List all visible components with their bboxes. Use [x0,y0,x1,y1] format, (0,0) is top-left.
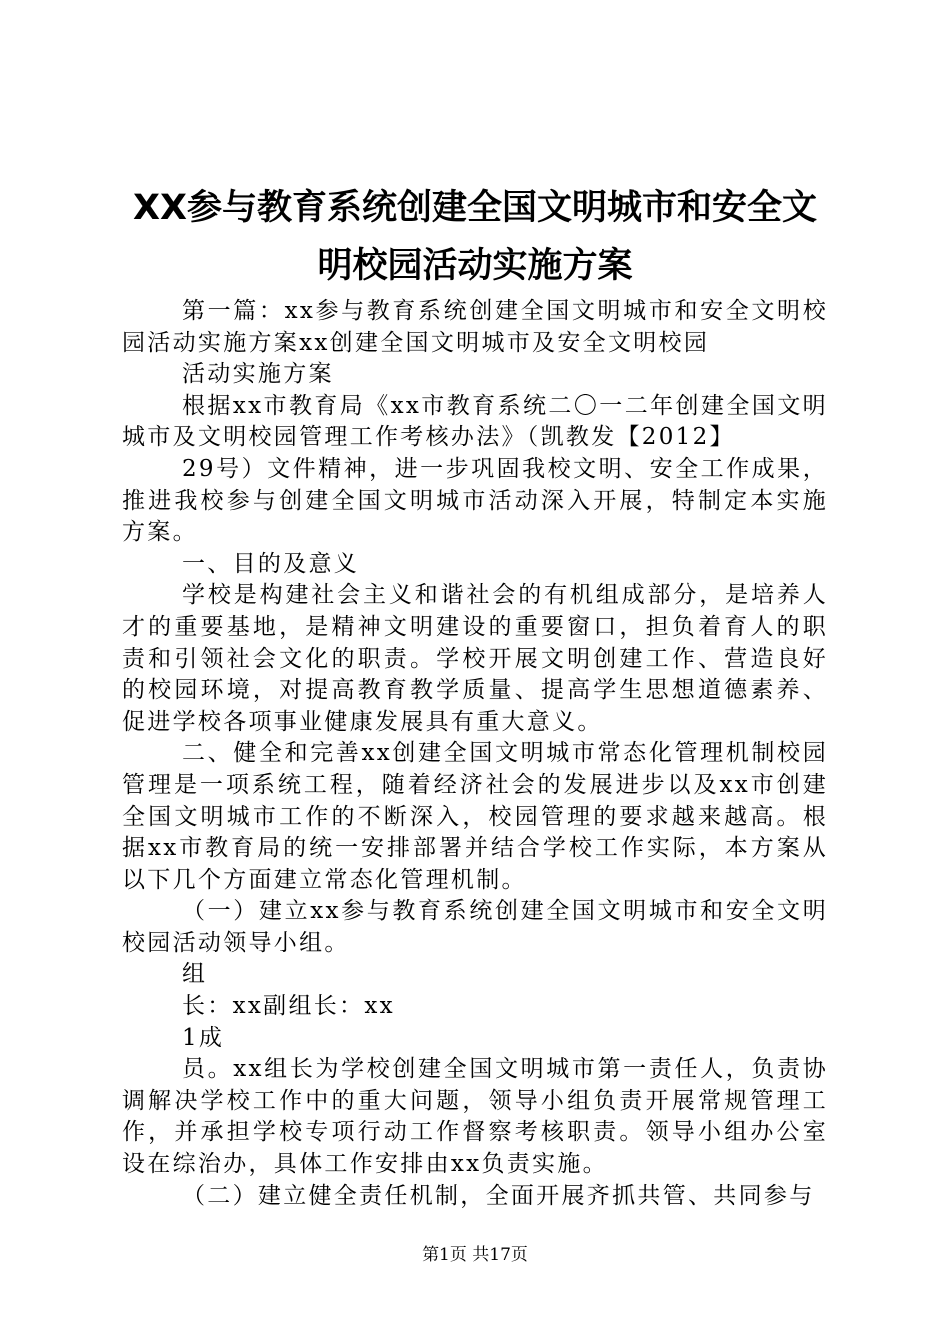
paragraph: 学校是构建社会主义和谐社会的有机组成部分，是培养人才的重要基地，是精神文明建设的重要窗口，担负着育人的职责和引领社会文化的职责。学校开展文明创建工作、营造良好的校园环境，对提高教育教学质量、提高学生思想道德素养、促进学校各项事业健康发展具有重大意义。 [122,582,828,735]
page-number: 第1页 共17页 [422,1245,528,1265]
paragraph: （一）建立xx参与教育系统创建全国文明城市和安全文明校园活动领导小组。 [122,898,828,956]
paragraph: （二）建立健全责任机制，全面开展齐抓共管、共同参与 [182,1182,815,1209]
page-footer [0,1244,950,1266]
document-title-line-2: 明校园活动实施方案 [317,246,633,286]
paragraph: 活动实施方案 [182,361,334,388]
paragraph: 组 [182,961,208,988]
document-title-line-1: XX参与教育系统创建全国文明城市和安全文 [133,188,817,228]
paragraph: 1成 [182,1024,225,1051]
paragraph: 29号）文件精神，进一步巩固我校文明、安全工作成果，推进我校参与创建全国文明城市活动深入开展，特制定本实施方案。 [122,455,828,546]
paragraph: 第一篇：xx参与教育系统创建全国文明城市和安全文明校园活动实施方案xx创建全国文明城市及安全文明校园 [122,298,828,356]
paragraph: 二、健全和完善xx创建全国文明城市常态化管理机制校园管理是一项系统工程，随着经济社会的发展进步以及xx市创建全国文明城市工作的不断深入，校园管理的要求越来越高。根据xx市教育局的统一安排部署并结合学校工作实际，本方案从以下几个方面建立常态化管理机制。 [122,740,828,893]
paragraph: 根据xx市教育局《xx市教育系统二〇一二年创建全国文明城市及文明校园管理工作考核办法》（凯教发【2012】 [122,392,828,451]
paragraph: 长：xx副组长：xx [182,993,395,1020]
paragraph: 一、目的及意义 [182,550,360,577]
paragraph: 员。xx组长为学校创建全国文明城市第一责任人，负责协调解决学校工作中的重大问题，领导小组负责开展常规管理工作，并承担学校专项行动工作督察考核职责。领导小组办公室设在综治办，具体工作安排由xx负责实施。 [122,1056,828,1178]
document-body [122,296,828,1212]
